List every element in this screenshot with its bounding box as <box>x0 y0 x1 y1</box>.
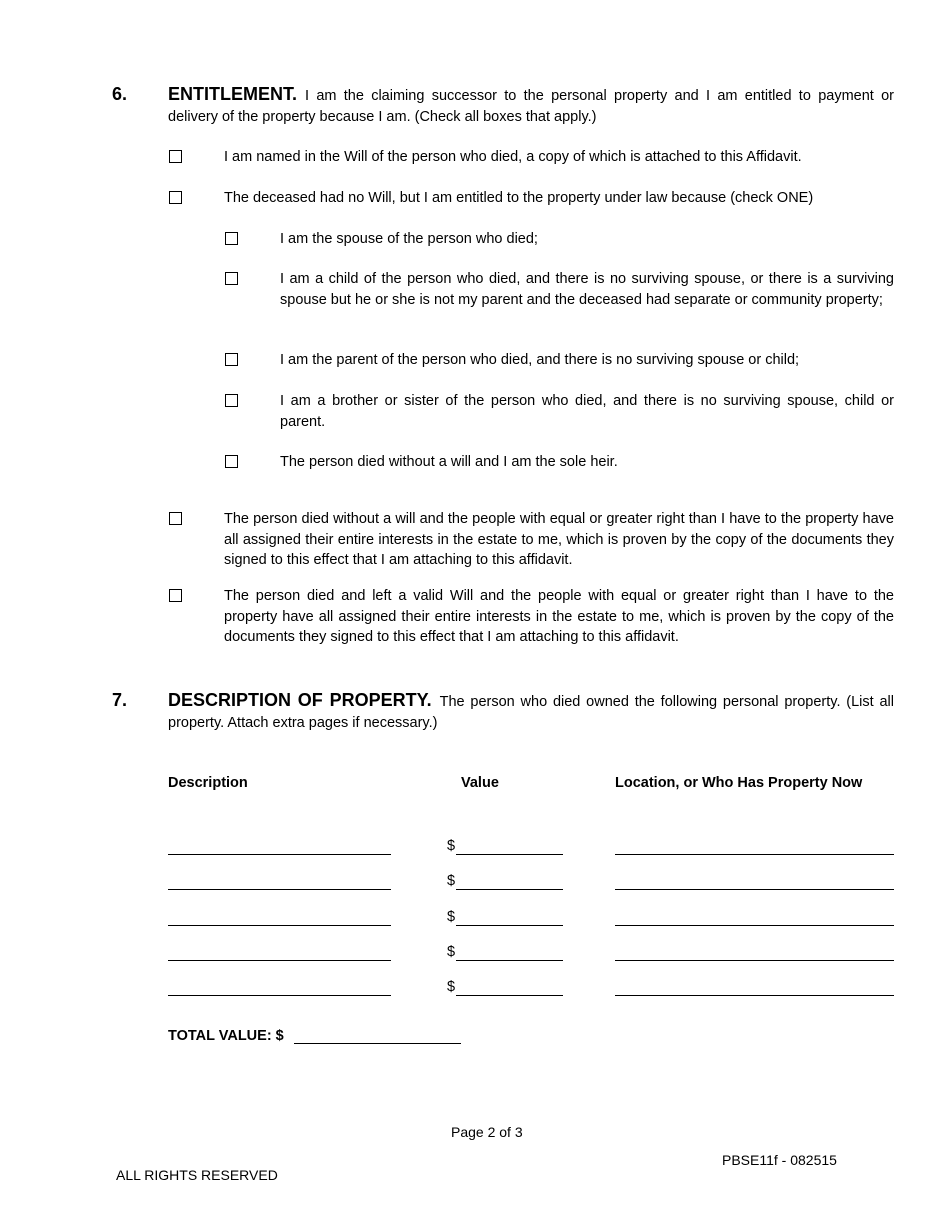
section-6-title: ENTITLEMENT. <box>168 84 297 104</box>
checkbox-child[interactable] <box>225 272 238 285</box>
description-line[interactable] <box>168 995 391 996</box>
sub-option-spouse: I am the spouse of the person who died; <box>280 231 538 247</box>
option-named-in-will: I am named in the Will of the person who died, a copy of which is attached to this Affidavit. <box>224 149 802 165</box>
form-id: PBSE11f - 082515 <box>722 1152 837 1168</box>
page-number: Page 2 of 3 <box>451 1124 523 1140</box>
dollar-sign: $ <box>447 909 456 925</box>
dollar-sign: $ <box>447 944 456 960</box>
section-7-intro: The person who died owned the following personal property. (List all property. Attach extra pages if necessary.) <box>168 694 894 731</box>
location-line[interactable] <box>615 925 894 926</box>
column-location-header: Location, or Who Has Property Now <box>615 775 863 791</box>
value-line[interactable] <box>456 889 563 890</box>
value-line[interactable] <box>456 995 563 996</box>
sub-option-parent: I am the parent of the person who died, and there is no surviving spouse or child; <box>280 352 800 368</box>
total-value-line[interactable] <box>294 1043 461 1044</box>
rights-reserved: ALL RIGHTS RESERVED <box>116 1167 278 1183</box>
checkbox-valid-will-assigned[interactable] <box>169 589 182 602</box>
checkbox-sole-heir[interactable] <box>225 455 238 468</box>
dollar-sign: $ <box>447 979 456 995</box>
section-6-number: 6. <box>112 84 128 104</box>
checkbox-sibling[interactable] <box>225 394 238 407</box>
sub-option-sole-heir: The person died without a will and I am the sole heir. <box>280 454 618 470</box>
dollar-sign: $ <box>447 838 456 854</box>
section-6-intro: I am the claiming successor to the personal property and I am entitled to payment or delivery of the property because I am. (Check all boxes that apply.) <box>168 88 894 125</box>
location-line[interactable] <box>615 854 894 855</box>
sub-option-child: I am a child of the person who died, and there is no surviving spouse, or there is a surviving spouse but he or she is not my parent and the deceased had separate or community property; <box>280 271 894 308</box>
total-value-label: TOTAL VALUE: $ <box>168 1028 284 1044</box>
section-7-number: 7. <box>112 690 128 710</box>
option-no-will-assigned: The person died without a will and the people with equal or greater right than I have to the property have all assigned their entire interests in the estate to me, which is proven by the copy of the documents they signed to this effect that I am attaching to this affidavit. <box>224 511 894 568</box>
section-7-title: DESCRIPTION OF PROPERTY. <box>168 690 432 710</box>
dollar-sign: $ <box>447 873 456 889</box>
section-7-intro-block <box>168 690 894 733</box>
section-6-intro-block <box>168 84 894 127</box>
location-line[interactable] <box>615 995 894 996</box>
description-line[interactable] <box>168 960 391 961</box>
checkbox-parent[interactable] <box>225 353 238 366</box>
checkbox-no-will[interactable] <box>169 191 182 204</box>
checkbox-named-in-will[interactable] <box>169 150 182 163</box>
description-line[interactable] <box>168 925 391 926</box>
checkbox-no-will-assigned[interactable] <box>169 512 182 525</box>
location-line[interactable] <box>615 960 894 961</box>
description-line[interactable] <box>168 889 391 890</box>
description-line[interactable] <box>168 854 391 855</box>
sub-option-sibling: I am a brother or sister of the person who died, and there is no surviving spouse, child or parent. <box>280 393 894 430</box>
value-line[interactable] <box>456 925 563 926</box>
checkbox-spouse[interactable] <box>225 232 238 245</box>
location-line[interactable] <box>615 889 894 890</box>
value-line[interactable] <box>456 960 563 961</box>
column-value-header: Value <box>461 775 499 791</box>
option-valid-will-assigned: The person died and left a valid Will and the people with equal or greater right than I have to the property have all assigned their entire interests in the estate to me, which is proven by the copy of the documents they signed to this effect that I am attaching to this affidavit. <box>224 588 894 645</box>
option-no-will: The deceased had no Will, but I am entitled to the property under law because (check ONE) <box>224 190 814 206</box>
value-line[interactable] <box>456 854 563 855</box>
column-description-header: Description <box>168 775 248 791</box>
